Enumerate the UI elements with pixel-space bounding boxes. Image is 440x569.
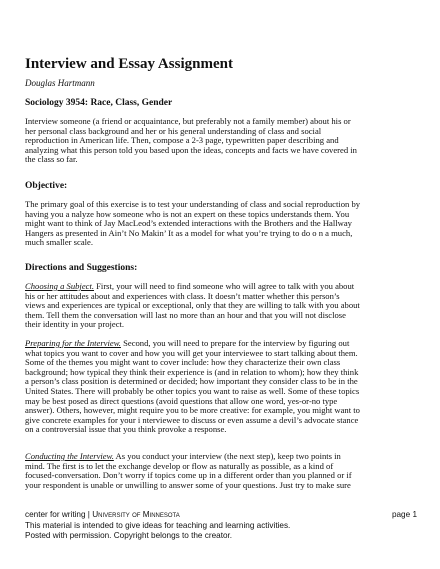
preparing-interview-lead: Preparing for the Interview. [25,338,121,348]
text-line: The primary goal of this exercise is to test your understanding of class and social reproduction by [25,199,361,209]
center-for-writing-label: center for writing [25,510,86,519]
text-line: Conducting the Interview. As you conduct your interview (the next step), keep two points in [25,451,341,461]
text-line: give concrete examples for your i nterviewee to discuss or even assume a devil’s advocate stance [25,414,359,425]
footer-credit: center for writing | University of Minnesota [25,510,180,519]
text-line: views and experiences are typical or exceptional, only that they are willing to talk with you about [25,300,360,311]
text-line: having you a nalyze how someone who is not an expert on these topics understands them. You [25,208,350,219]
text-line: his or her attitudes about and experiences with class. It doesn’t matter whether this person’s [25,290,340,301]
text-line: a person’s class position is determined or decided; how important they consider class to be in the [25,376,358,387]
text-line: their identity in your project. [25,319,125,330]
page-footer [25,510,417,542]
text-line: analyzing what this person told you based upon the ideas, concepts and facts we have covered in [25,144,357,155]
text-line: Some of the themes you might want to cover include: how they characterize their own class [25,357,341,368]
text-line: your respondent is unable or unwilling to answer some of your questions. Just try to make sure [25,479,351,490]
author-name: Douglas Hartmann [25,78,95,88]
text-line: her personal class background and her or his general understanding of class and social [25,125,322,136]
text-line: focused-conversation. Don’t worry if topics come up in a different order than you planned or if [25,470,352,481]
page-number: page 1 [391,510,417,519]
course-title: Sociology 3954: Race, Class, Gender [25,98,173,108]
conducting-interview-paragraph [25,452,420,490]
footer-notice-line: This material is intended to give ideas for teaching and learning activities. [25,520,291,530]
objective-paragraph [25,200,420,248]
text-line: Choosing a Subject. First, your will need to find someone who will agree to talk with you about [25,281,355,291]
text-line: United States. There will probably be other topics you want to raise as well. Some of these topics [25,385,360,396]
choosing-subject-paragraph [25,282,420,330]
text-line: the class so far. [25,154,78,165]
text-line: background; how typical they think their experience is (and in relation to whom); how they think [25,366,359,377]
preparing-interview-paragraph [25,339,420,435]
choosing-subject-lead: Choosing a Subject. [25,281,94,291]
text-line: might want to think of Jay MacLeod’s extended interactions with the Brothers and the Hallway [25,218,352,229]
directions-heading: Directions and Suggestions: [25,263,138,273]
text-line: reproduction in American life. Then, compose a 2-3 page, typewritten paper describing and [25,135,339,146]
text-line: Preparing for the Interview. Second, you will need to prepare for the interview by figuring out [25,338,350,348]
objective-heading: Objective: [25,181,68,191]
intro-paragraph [25,117,420,165]
document-title: Interview and Essay Assignment [25,56,233,72]
footer-notice-line: Posted with permission. Copyright belongs to the creator. [25,531,233,540]
text-line: on a controversial issue that you think provoke a response. [25,424,227,435]
conducting-interview-lead: Conducting the Interview. [25,451,114,461]
text-line: may be best posed as direct questions (avoid questions that allow one word, yes-or-no type [25,395,338,406]
text-line: what topics you want to cover and how you will get your interviewee to start talking about them. [25,347,358,358]
text-line: Interview someone (a friend or acquaintance, but preferably not a family member) about his or [25,116,351,126]
text-line: mind. The first is to let the exchange develop or flow as naturally as possible, as a kind of [25,460,334,471]
text-line: much smaller scale. [25,237,94,248]
text-line: them. Tell them the conversation will last no more than an hour and that you will not disclose [25,309,346,320]
text-line: answer). Others, however, might require you to be more creative: for example, you might want to [25,405,360,416]
university-name: University of Minnesota [92,510,180,519]
text-line: Hangers as presented in Ain’t No Makin’ It as a model for what you’re trying to do o n a much, [25,227,353,238]
